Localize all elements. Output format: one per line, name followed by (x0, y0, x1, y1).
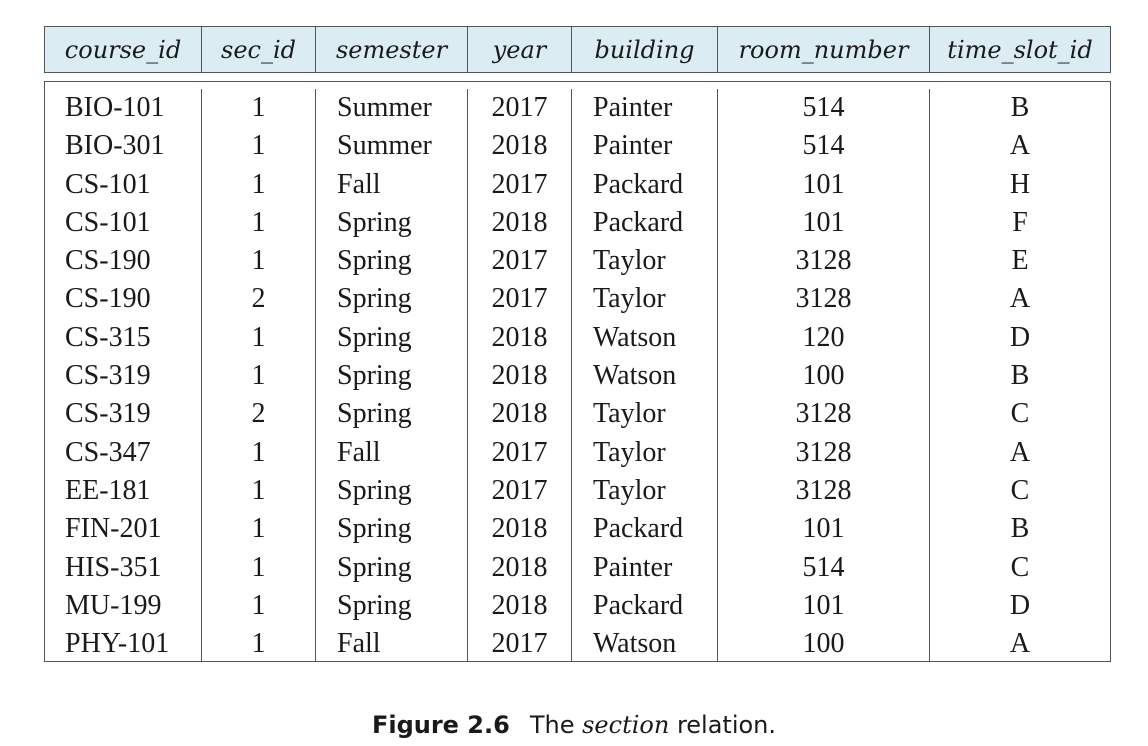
cell-sec-id: 1 (251, 589, 266, 621)
cell-time-slot-id: A (1009, 628, 1031, 660)
cell-year: 2017 (491, 474, 548, 506)
cell-time-slot-id: C (1010, 551, 1030, 583)
column-header-time-slot-id: time_slot_id (947, 35, 1093, 64)
cell-year: 2017 (491, 168, 548, 200)
cell-sec-id: 1 (251, 628, 266, 660)
cell-sec-id: 1 (251, 130, 266, 162)
column-header-building: building (572, 27, 718, 72)
column-header-semester: semester (316, 27, 468, 72)
cell-time-slot-id: D (1009, 321, 1031, 353)
cell-building: Watson (593, 321, 677, 353)
cell-time-slot-id: A (1009, 283, 1031, 315)
cell-time-slot-id: F (1012, 206, 1028, 238)
cell-semester: Spring (337, 551, 412, 583)
cell-building: Painter (593, 92, 673, 123)
cell-time-slot-id: C (1010, 474, 1030, 506)
cell-course-id: BIO-101 (65, 92, 165, 123)
cell-sec-id: 1 (251, 551, 266, 583)
cell-year: 2018 (491, 321, 548, 353)
cell-building: Packard (593, 206, 684, 238)
cell-semester: Spring (337, 283, 412, 315)
section-relation-table (44, 26, 1111, 662)
figure-label: Figure 2.6 (371, 711, 510, 739)
table-header-row (44, 26, 1111, 73)
cell-sec-id: 1 (251, 321, 266, 353)
cell-room-number: 3128 (795, 245, 852, 277)
cell-year: 2017 (491, 628, 548, 660)
cell-room-number: 101 (802, 589, 845, 621)
caption-prefix: The (529, 711, 575, 739)
cell-building: Taylor (593, 398, 666, 430)
cell-course-id: CS-315 (65, 321, 151, 353)
cell-semester: Summer (337, 92, 432, 123)
cell-year: 2017 (491, 245, 548, 277)
cell-semester: Spring (337, 474, 412, 506)
cell-year: 2017 (491, 436, 548, 468)
cell-room-number: 3128 (795, 283, 852, 315)
cell-sec-id: 1 (251, 245, 266, 277)
column-header-sec-id: sec_id (202, 27, 316, 72)
cell-building: Taylor (593, 474, 666, 506)
cell-room-number: 3128 (795, 398, 852, 430)
cell-building: Packard (593, 589, 684, 621)
cell-time-slot-id: B (1010, 360, 1030, 392)
table-body (44, 81, 1111, 662)
cell-course-id: PHY-101 (65, 628, 170, 660)
cell-semester: Spring (337, 321, 412, 353)
cell-building: Taylor (593, 283, 666, 315)
column-header-year: year (468, 27, 572, 72)
cell-time-slot-id: B (1010, 513, 1030, 545)
cell-sec-id: 2 (251, 283, 266, 315)
cell-room-number: 3128 (795, 436, 852, 468)
figure-caption (0, 711, 1148, 739)
column-course-id (45, 89, 202, 661)
column-semester (316, 89, 468, 661)
cell-sec-id: 1 (251, 513, 266, 545)
cell-course-id: CS-319 (65, 360, 151, 392)
cell-course-id: BIO-301 (65, 130, 165, 162)
cell-course-id: EE-181 (65, 474, 151, 506)
cell-year: 2018 (491, 551, 548, 583)
cell-room-number: 3128 (795, 474, 852, 506)
cell-building: Packard (593, 513, 684, 545)
cell-time-slot-id: D (1009, 589, 1031, 621)
cell-time-slot-id: C (1010, 398, 1030, 430)
cell-course-id: MU-199 (65, 589, 162, 621)
cell-semester: Spring (337, 398, 412, 430)
cell-year: 2018 (491, 130, 548, 162)
cell-year: 2017 (491, 283, 548, 315)
cell-year: 2018 (491, 206, 548, 238)
cell-course-id: CS-319 (65, 398, 151, 430)
cell-room-number: 514 (802, 92, 845, 123)
cell-year: 2018 (491, 360, 548, 392)
cell-semester: Spring (337, 206, 412, 238)
cell-sec-id: 1 (251, 92, 266, 123)
column-header-course-id: course_id (45, 27, 202, 72)
cell-semester: Fall (337, 628, 381, 660)
cell-semester: Spring (337, 360, 412, 392)
cell-room-number: 120 (802, 321, 845, 353)
cell-sec-id: 1 (251, 360, 266, 392)
cell-room-number: 100 (802, 628, 845, 660)
cell-room-number: 101 (802, 206, 845, 238)
cell-building: Painter (593, 130, 673, 162)
column-header-room-number: room_number (718, 27, 930, 72)
cell-semester: Spring (337, 513, 412, 545)
caption-term: section (582, 711, 670, 739)
cell-year: 2018 (491, 398, 548, 430)
cell-time-slot-id: A (1009, 436, 1031, 468)
cell-room-number: 514 (802, 130, 845, 162)
cell-building: Painter (593, 551, 673, 583)
cell-course-id: HIS-351 (65, 551, 162, 583)
cell-semester: Fall (337, 436, 381, 468)
cell-building: Watson (593, 360, 677, 392)
cell-semester: Spring (337, 245, 412, 277)
column-sec-id (202, 89, 316, 661)
cell-room-number: 100 (802, 360, 845, 392)
column-room-number (718, 89, 930, 661)
cell-year: 2018 (491, 513, 548, 545)
cell-semester: Spring (337, 589, 412, 621)
cell-sec-id: 1 (251, 168, 266, 200)
column-year (468, 89, 572, 661)
cell-building: Packard (593, 168, 684, 200)
cell-building: Taylor (593, 436, 666, 468)
cell-room-number: 101 (802, 513, 845, 545)
cell-time-slot-id: A (1009, 130, 1031, 162)
cell-course-id: CS-101 (65, 206, 151, 238)
cell-building: Taylor (593, 245, 666, 277)
cell-year: 2018 (491, 589, 548, 621)
cell-semester: Fall (337, 168, 381, 200)
column-time-slot-id (930, 89, 1110, 661)
cell-sec-id: 1 (251, 474, 266, 506)
caption-suffix: relation. (676, 711, 777, 739)
cell-course-id: CS-190 (65, 245, 151, 277)
cell-time-slot-id: E (1011, 245, 1029, 277)
cell-course-id: CS-101 (65, 168, 151, 200)
cell-course-id: FIN-201 (65, 513, 162, 545)
cell-sec-id: 2 (251, 398, 266, 430)
cell-semester: Summer (337, 130, 432, 162)
cell-time-slot-id: H (1009, 168, 1031, 200)
cell-sec-id: 1 (251, 206, 266, 238)
column-building (572, 89, 718, 661)
cell-course-id: CS-190 (65, 283, 151, 315)
cell-room-number: 101 (802, 168, 845, 200)
cell-room-number: 514 (802, 551, 845, 583)
cell-year: 2017 (491, 92, 548, 123)
cell-sec-id: 1 (251, 436, 266, 468)
cell-building: Watson (593, 628, 677, 660)
cell-time-slot-id: B (1010, 92, 1030, 123)
cell-course-id: CS-347 (65, 436, 151, 468)
